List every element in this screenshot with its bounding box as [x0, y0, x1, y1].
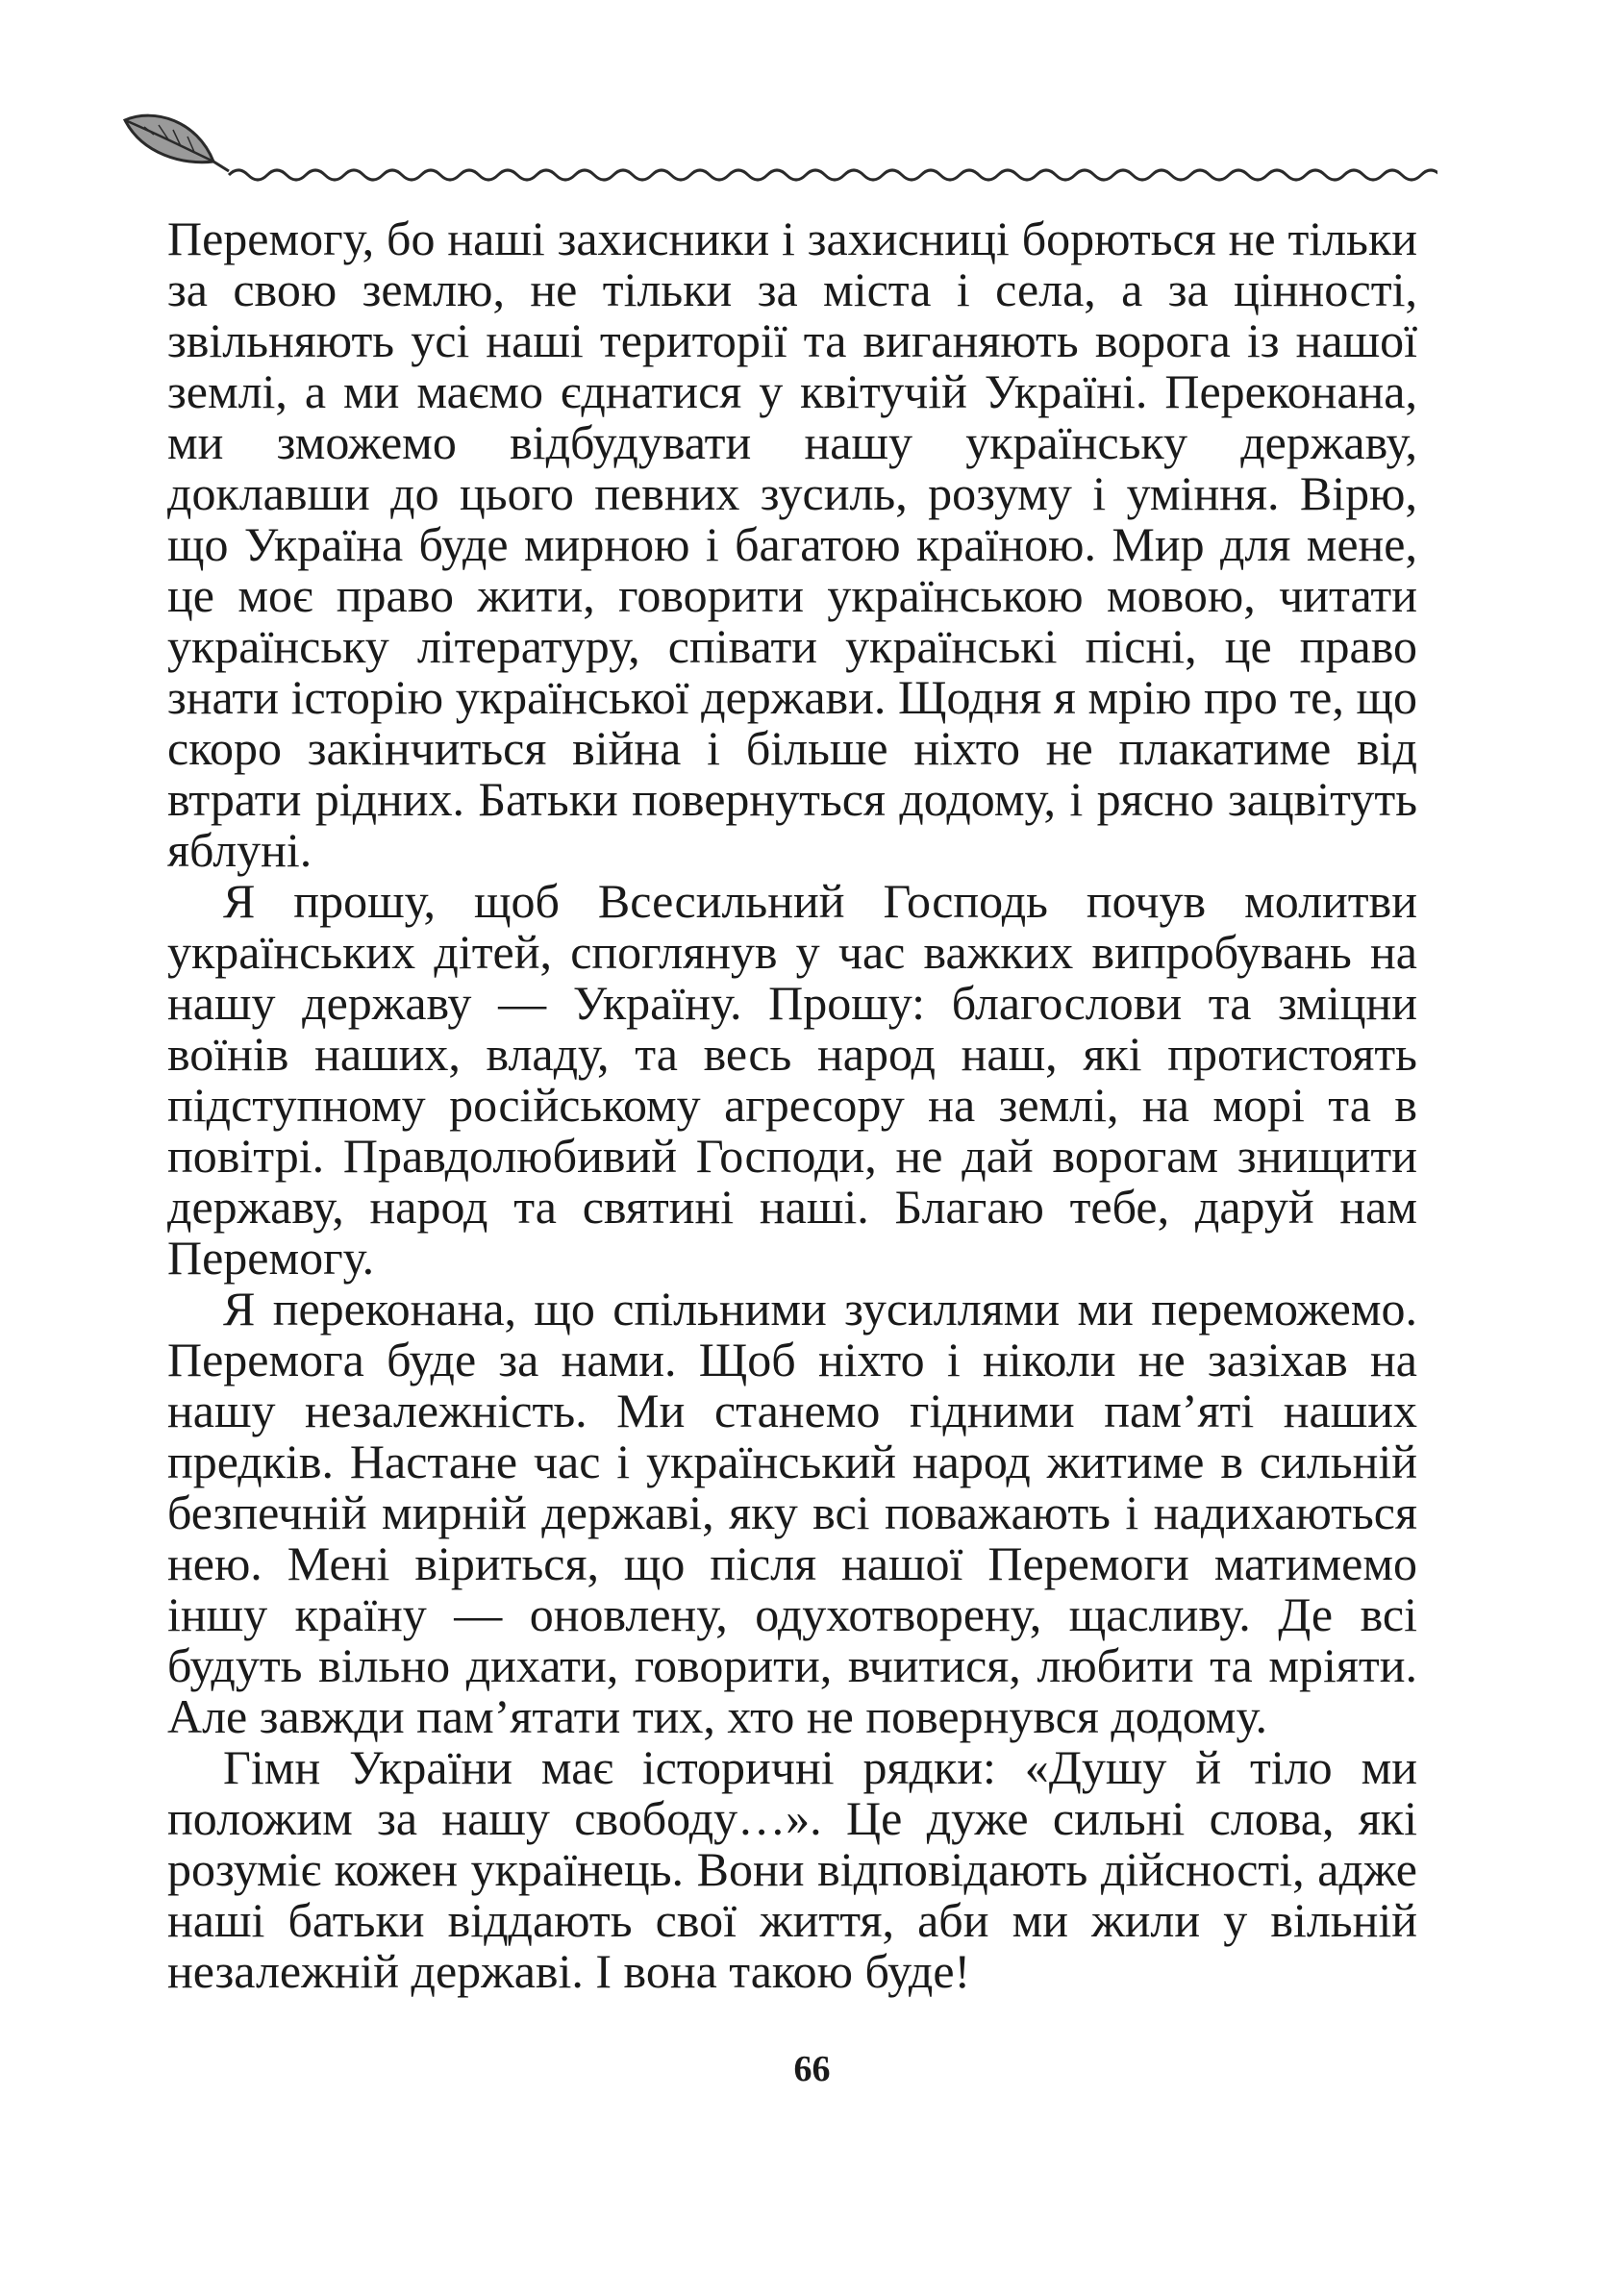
body-text [167, 213, 1417, 1997]
page-number: 66 [793, 2049, 831, 2089]
wave-line [229, 170, 1437, 180]
paragraph-4: Гімн України має історичні рядки: «Душу й тіло ми положим за нашу свободу…». Це дуже сильні слова, які розуміє кожен українець. Вони відповідають дійсності, адже наші батьки віддають свої життя, аби ми жили у вільній незалежній державі. І вона такою буде! [167, 1740, 1417, 1998]
header-leaf-wave-ornament-icon [115, 106, 1437, 202]
paragraph-2: Я прошу, щоб Всесильний Господь почув молитви українських дітей, споглянув у час важких випробувань на нашу державу — Україну. Прошу: благослови та зміцни воїнів наших, владу, та весь народ наш, які протистоять підступному російському агресору на землі, на морі та в повітрі. Правдолюбивий Господи, не дай ворогам знищити державу, народ та святині наші. Благаю тебе, даруй нам Перемогу. [167, 874, 1417, 1285]
paragraph-1: Перемогу, бо наші захисники і захисниці борються не тільки за свою землю, не тільки за міста і села, а за цінності, звільняють усі наші території та виганяють ворога із нашої землі, а ми маємо єднатися у квітучій Україні. Переконана, ми зможемо відбудувати нашу українську державу, доклавши до цього певних зусиль, розуму і уміння. Вірю, що Україна буде мирною і багатою країною. Мир для мене, це моє право жити, говорити українською мовою, читати українську літературу, співати українські пісні, це право знати історію української держави. Щодня я мрію про те, що скоро закінчиться війна і більше ніхто не плакатиме від втрати рідних. Батьки повернуться додому, і рясно зацвітуть яблуні. [167, 212, 1417, 877]
paragraph-3: Я переконана, що спільними зусиллями ми переможемо. Перемога буде за нами. Щоб ніхто і ніколи не зазіхав на нашу незалежність. Ми станемо гідними пам’яті наших предків. Настане час і український народ житиме в сильній безпечній мирній державі, яку всі поважають і надихаються нею. Мені віриться, що після нашої Перемоги матимемо іншу країну — оновлену, одухотворену, щасливу. Де всі будуть вільно дихати, говорити, вчитися, любити та мріяти. Але завжди пам’ятати тих, хто не повернувся додому. [167, 1282, 1417, 1743]
leaf-quill-icon [125, 115, 229, 171]
